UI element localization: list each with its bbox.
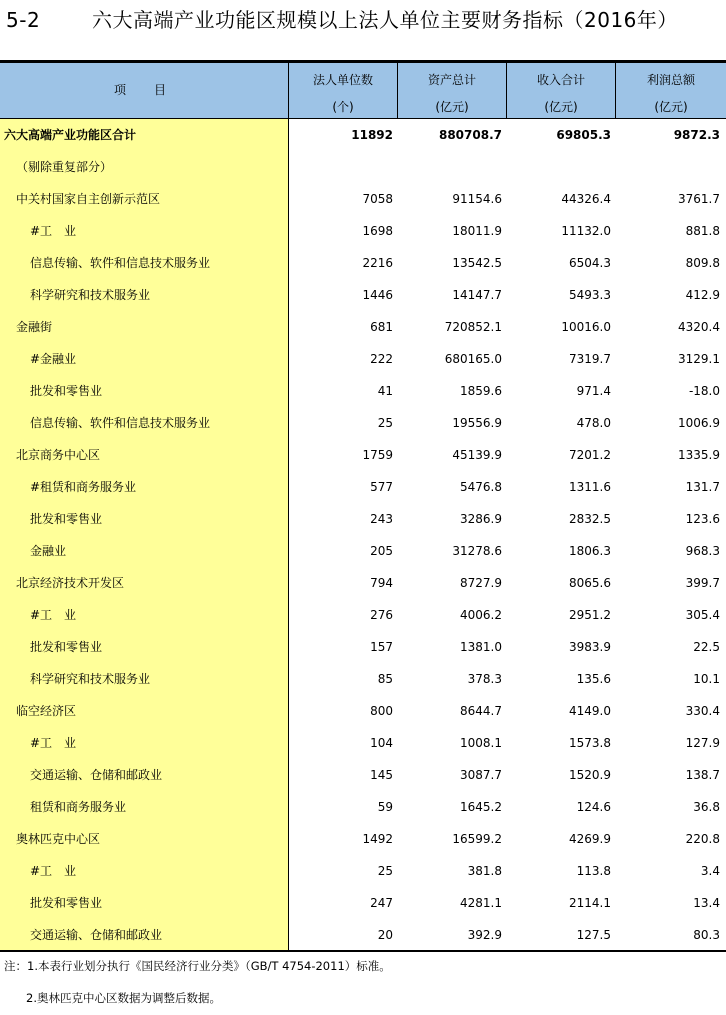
table-row (0, 151, 726, 183)
cell-revenue: 69805.3 (556, 128, 611, 142)
table-row (0, 407, 726, 439)
table-row (0, 471, 726, 503)
header-col-units-unit: (个) (332, 100, 354, 114)
table-row (0, 855, 726, 887)
cell-units: 20 (377, 928, 393, 942)
cell-units: 243 (370, 512, 393, 526)
cell-revenue: 1520.9 (569, 768, 611, 782)
cell-assets: 4006.2 (460, 608, 502, 622)
header-col-profit-name: 利润总额 (646, 73, 695, 87)
cell-revenue: 3983.9 (569, 640, 611, 654)
row-label: #租赁和商务服务业 (30, 480, 137, 494)
cell-revenue: 4269.9 (569, 832, 611, 846)
row-label: 科学研究和技术服务业 (30, 672, 151, 686)
cell-units: 59 (377, 800, 393, 814)
cell-profit: 220.8 (685, 832, 720, 846)
column-divider (506, 63, 507, 119)
bottom-rule (0, 950, 726, 952)
table-row (0, 663, 726, 695)
cell-profit: 22.5 (693, 640, 720, 654)
cell-assets: 392.9 (467, 928, 502, 942)
row-label: 金融业 (30, 544, 67, 558)
cell-profit: 131.7 (685, 480, 720, 494)
note-2: 2.奥林匹克中心区数据为调整后数据。 (26, 991, 221, 1005)
cell-assets: 4281.1 (460, 896, 502, 910)
row-label: #工 业 (30, 736, 77, 750)
page-title (6, 3, 722, 37)
cell-profit: 4320.4 (678, 320, 720, 334)
cell-profit: 13.4 (693, 896, 720, 910)
table-row (0, 503, 726, 535)
table-row (0, 727, 726, 759)
table-row (0, 887, 726, 919)
row-label: 交通运输、仓储和邮政业 (30, 928, 163, 942)
cell-assets: 19556.9 (452, 416, 502, 430)
cell-assets: 378.3 (467, 672, 502, 686)
cell-units: 11892 (351, 128, 393, 142)
cell-profit: 10.1 (693, 672, 720, 686)
cell-revenue: 1311.6 (569, 480, 611, 494)
cell-revenue: 135.6 (576, 672, 611, 686)
cell-assets: 1381.0 (460, 640, 502, 654)
cell-assets: 14147.7 (452, 288, 502, 302)
cell-assets: 720852.1 (444, 320, 502, 334)
header-col-assets (398, 63, 506, 118)
column-divider (615, 63, 616, 119)
row-label: 北京经济技术开发区 (16, 576, 125, 590)
table-row (0, 439, 726, 471)
table-row (0, 215, 726, 247)
cell-revenue: 11132.0 (561, 224, 611, 238)
table-row (0, 183, 726, 215)
cell-units: 2216 (362, 256, 393, 270)
row-label: 批发和零售业 (30, 512, 103, 526)
cell-assets: 45139.9 (452, 448, 502, 462)
cell-units: 800 (370, 704, 393, 718)
header-col-revenue-name: 收入合计 (536, 73, 585, 87)
row-label: 批发和零售业 (30, 384, 103, 398)
cell-profit: 330.4 (685, 704, 720, 718)
cell-revenue: 7319.7 (569, 352, 611, 366)
row-label: 科学研究和技术服务业 (30, 288, 151, 302)
cell-profit: 3129.1 (678, 352, 720, 366)
row-label: 租赁和商务服务业 (30, 800, 127, 814)
cell-units: 205 (370, 544, 393, 558)
cell-revenue (507, 151, 611, 183)
cell-revenue: 1806.3 (569, 544, 611, 558)
cell-profit: 881.8 (685, 224, 720, 238)
row-label: 批发和零售业 (30, 640, 103, 654)
table-row (0, 247, 726, 279)
cell-profit: 968.3 (685, 544, 720, 558)
header-col-profit (616, 63, 726, 118)
row-label: 六大高端产业功能区合计 (4, 128, 137, 142)
row-label: 北京商务中心区 (16, 448, 101, 462)
cell-assets: 3087.7 (460, 768, 502, 782)
header-col-revenue-unit: (亿元) (544, 100, 578, 114)
cell-units: 25 (377, 864, 393, 878)
row-label: 信息传输、软件和信息技术服务业 (30, 256, 211, 270)
cell-assets: 16599.2 (452, 832, 502, 846)
row-label: 批发和零售业 (30, 896, 103, 910)
row-label: 金融街 (16, 320, 53, 334)
cell-assets: 1008.1 (460, 736, 502, 750)
cell-assets: 1859.6 (460, 384, 502, 398)
table-row (0, 919, 726, 951)
cell-profit: 138.7 (685, 768, 720, 782)
table-row (0, 535, 726, 567)
cell-profit (616, 151, 720, 183)
cell-assets: 880708.7 (438, 128, 502, 142)
cell-revenue: 4149.0 (569, 704, 611, 718)
table-row (0, 823, 726, 855)
row-label: 奥林匹克中心区 (16, 832, 101, 846)
table-row (0, 311, 726, 343)
cell-assets: 680165.0 (444, 352, 502, 366)
cell-assets: 91154.6 (452, 192, 502, 206)
cell-profit: -18.0 (688, 384, 720, 398)
cell-revenue: 127.5 (576, 928, 611, 942)
cell-units: 85 (377, 672, 393, 686)
row-label: 信息传输、软件和信息技术服务业 (30, 416, 211, 430)
row-label: 中关村国家自主创新示范区 (16, 192, 161, 206)
row-label: #工 业 (30, 864, 77, 878)
cell-profit: 305.4 (685, 608, 720, 622)
cell-profit: 80.3 (693, 928, 720, 942)
cell-revenue: 113.8 (576, 864, 611, 878)
cell-revenue: 971.4 (576, 384, 611, 398)
header-item: 项 目 (113, 83, 174, 97)
cell-assets (398, 151, 502, 183)
row-label: #金融业 (30, 352, 77, 366)
table-row (0, 375, 726, 407)
table-row (0, 567, 726, 599)
cell-assets: 8727.9 (460, 576, 502, 590)
cell-revenue: 5493.3 (569, 288, 611, 302)
table-row (0, 695, 726, 727)
cell-profit: 399.7 (685, 576, 720, 590)
cell-assets: 1645.2 (460, 800, 502, 814)
cell-assets: 13542.5 (452, 256, 502, 270)
header-col-revenue (507, 63, 615, 118)
cell-units: 276 (370, 608, 393, 622)
table-number: 5-2 (6, 8, 41, 32)
cell-revenue: 478.0 (576, 416, 611, 430)
cell-revenue: 7201.2 (569, 448, 611, 462)
table-row (0, 599, 726, 631)
cell-units: 577 (370, 480, 393, 494)
cell-units: 681 (370, 320, 393, 334)
cell-revenue: 124.6 (576, 800, 611, 814)
cell-profit: 3.4 (700, 864, 720, 878)
column-divider (397, 63, 398, 119)
cell-revenue: 44326.4 (561, 192, 611, 206)
cell-units: 25 (377, 416, 393, 430)
table-row (0, 631, 726, 663)
table-row (0, 791, 726, 823)
cell-units: 157 (370, 640, 393, 654)
header-col-profit-unit: (亿元) (654, 100, 688, 114)
cell-revenue: 6504.3 (569, 256, 611, 270)
header-col-units (289, 63, 397, 118)
cell-units: 222 (370, 352, 393, 366)
cell-revenue: 2832.5 (569, 512, 611, 526)
table-row (0, 279, 726, 311)
cell-revenue: 10016.0 (561, 320, 611, 334)
cell-units: 41 (377, 384, 393, 398)
cell-units: 7058 (362, 192, 393, 206)
cell-profit: 412.9 (685, 288, 720, 302)
cell-revenue: 1573.8 (569, 736, 611, 750)
cell-profit: 9872.3 (673, 128, 720, 142)
table-row (0, 343, 726, 375)
cell-units (289, 151, 393, 183)
row-label: 交通运输、仓储和邮政业 (30, 768, 163, 782)
row-label: （剔除重复部分） (16, 160, 113, 174)
table-row (0, 759, 726, 791)
cell-units: 145 (370, 768, 393, 782)
cell-revenue: 2114.1 (569, 896, 611, 910)
cell-units: 1492 (362, 832, 393, 846)
cell-assets: 3286.9 (460, 512, 502, 526)
cell-units: 247 (370, 896, 393, 910)
header-col-assets-unit: (亿元) (435, 100, 469, 114)
cell-revenue: 8065.6 (569, 576, 611, 590)
cell-profit: 36.8 (693, 800, 720, 814)
cell-assets: 8644.7 (460, 704, 502, 718)
cell-profit: 127.9 (685, 736, 720, 750)
cell-profit: 809.8 (685, 256, 720, 270)
table-title: 六大高端产业功能区规模以上法人单位主要财务指标（2016年） (92, 8, 678, 32)
cell-revenue: 2951.2 (569, 608, 611, 622)
table-header (0, 63, 726, 118)
cell-profit: 3761.7 (678, 192, 720, 206)
row-label: 临空经济区 (16, 704, 77, 718)
cell-units: 1759 (362, 448, 393, 462)
cell-profit: 1006.9 (678, 416, 720, 430)
cell-assets: 18011.9 (452, 224, 502, 238)
cell-units: 1698 (362, 224, 393, 238)
header-col-units-name: 法人单位数 (312, 73, 373, 87)
cell-assets: 5476.8 (460, 480, 502, 494)
cell-profit: 1335.9 (678, 448, 720, 462)
header-col-assets-name: 资产总计 (427, 73, 476, 87)
cell-assets: 31278.6 (452, 544, 502, 558)
note-1: 注：1.本表行业划分执行《国民经济行业分类》（GB/T 4754-2011）标准。 (4, 959, 391, 973)
cell-units: 1446 (362, 288, 393, 302)
row-label: #工 业 (30, 608, 77, 622)
cell-units: 794 (370, 576, 393, 590)
cell-units: 104 (370, 736, 393, 750)
table-row (0, 119, 726, 151)
row-label: #工 业 (30, 224, 77, 238)
cell-profit: 123.6 (685, 512, 720, 526)
cell-assets: 381.8 (467, 864, 502, 878)
